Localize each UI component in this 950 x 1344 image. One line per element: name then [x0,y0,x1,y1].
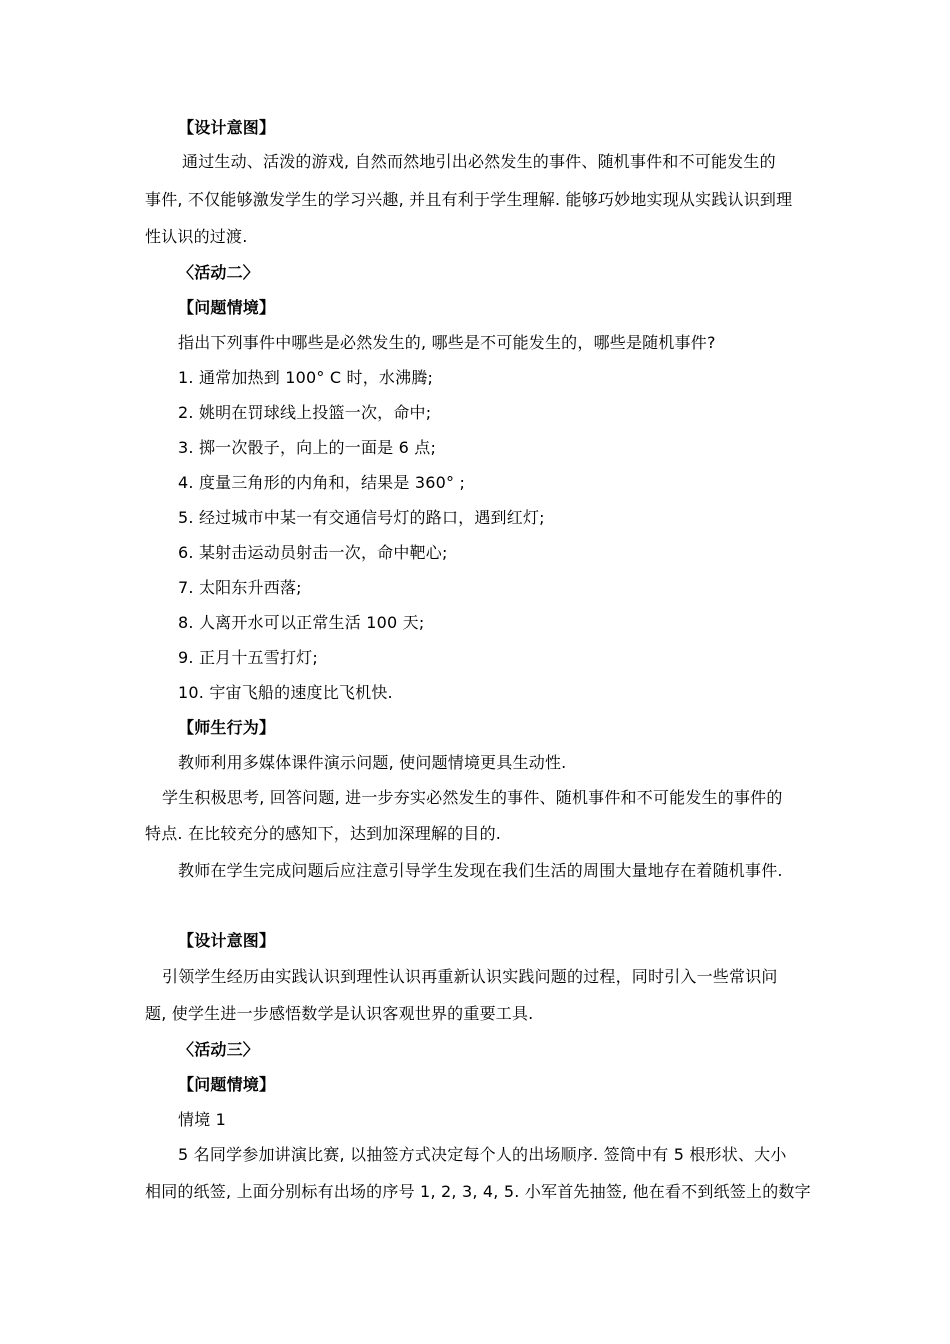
paragraph-line: 相同的纸签, 上面分别标有出场的序号 1, 2, 3, 4, 5. 小军首先抽签, 他在看不到纸签上的数字 [145,1182,811,1201]
list-item: 10. 宇宙飞船的速度比飞机快. [178,683,393,702]
list-item: 1. 通常加热到 100° C 时，水沸腾; [178,368,434,387]
paragraph-line: 特点. 在比较充分的感知下，达到加深理解的目的. [145,824,502,843]
teacher-student-heading: 【师生行为】 [178,718,276,737]
problem-situation-heading: 【问题情境】 [178,298,276,317]
list-item: 8. 人离开水可以正常生活 100 天; [178,613,425,632]
paragraph-line: 5 名同学参加讲演比赛, 以抽签方式决定每个人的出场顺序. 签筒中有 5 根形状、大小 [178,1145,787,1164]
situation-label: 情境 1 [178,1110,227,1129]
paragraph-line: 性认识的过渡. [145,227,248,246]
activity-three-heading: 〈活动三〉 [178,1040,260,1059]
design-intent-heading: 【设计意图】 [178,118,276,137]
list-item: 6. 某射击运动员射击一次，命中靶心; [178,543,448,562]
design-intent-heading: 【设计意图】 [178,931,276,950]
problem-situation-heading: 【问题情境】 [178,1075,276,1094]
list-item: 5. 经过城市中某一有交通信号灯的路口，遇到红灯; [178,508,545,527]
list-item: 3. 掷一次骰子，向上的一面是 6 点; [178,438,437,457]
paragraph-line: 教师在学生完成问题后应注意引导学生发现在我们生活的周围大量地存在着随机事件. [178,861,783,880]
list-item: 7. 太阳东升西落; [178,578,302,597]
list-item: 2. 姚明在罚球线上投篮一次，命中; [178,403,432,422]
list-item: 9. 正月十五雪打灯; [178,648,318,667]
paragraph-line: 教师利用多媒体课件演示问题, 使问题情境更具生动性. [178,753,567,772]
paragraph-line: 事件, 不仅能够激发学生的学习兴趣, 并且有利于学生理解. 能够巧妙地实现从实践认识到理 [145,190,793,209]
activity-two-heading: 〈活动二〉 [178,263,260,282]
paragraph-line: 引领学生经历由实践认识到理性认识再重新认识实践问题的过程，同时引入一些常识问 [162,967,778,986]
question-intro: 指出下列事件中哪些是必然发生的, 哪些是不可能发生的，哪些是随机事件? [178,333,716,352]
paragraph-line: 题, 使学生进一步感悟数学是认识客观世界的重要工具. [145,1004,534,1023]
paragraph-line: 学生积极思考, 回答问题, 进一步夯实必然发生的事件、随机事件和不可能发生的事件的 [162,788,783,807]
list-item: 4. 度量三角形的内角和，结果是 360° ; [178,473,466,492]
paragraph-line: 通过生动、活泼的游戏, 自然而然地引出必然发生的事件、随机事件和不可能发生的 [182,152,776,171]
